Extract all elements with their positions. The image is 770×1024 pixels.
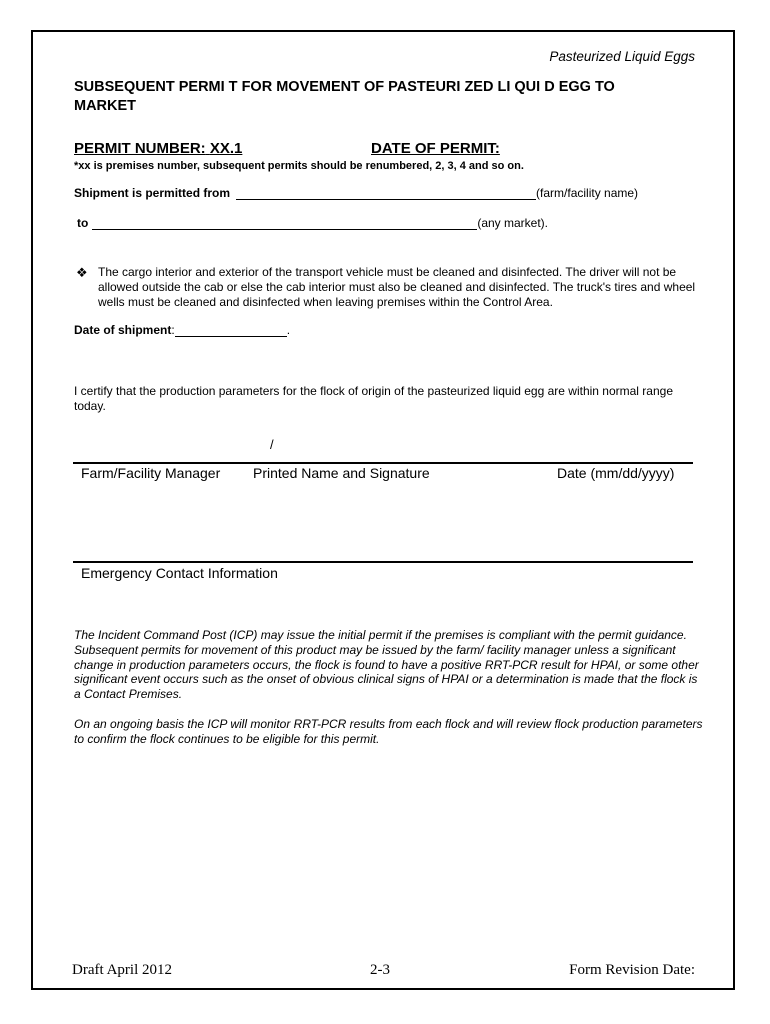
signature-slash: / <box>270 437 274 452</box>
date-of-permit-label: DATE OF PERMIT: <box>371 140 500 157</box>
shipment-to-label: to <box>77 216 89 230</box>
emergency-contact-label: Emergency Contact Information <box>81 565 278 581</box>
footer-revision-date: Form Revision Date: <box>569 962 695 978</box>
signature-role-label: Farm/Facility Manager <box>81 465 221 481</box>
footer-page-number: 2-3 <box>370 962 390 978</box>
shipment-from-label: Shipment is permitted from <box>74 186 231 200</box>
shipment-from-field[interactable] <box>236 187 536 200</box>
shipment-to-hint: (any market). <box>477 216 549 230</box>
diamond-bullet-icon: ❖ <box>76 265 88 280</box>
shipment-from-row <box>74 186 638 200</box>
date-of-shipment-row <box>74 323 290 337</box>
date-of-shipment-colon: : <box>171 323 175 337</box>
shipment-from-hint: (farm/facility name) <box>536 186 639 200</box>
date-of-shipment-label: Date of shipment <box>74 323 172 337</box>
signature-line[interactable] <box>73 462 693 464</box>
signature-date-label: Date (mm/dd/yyyy) <box>557 465 675 481</box>
date-of-shipment-field[interactable] <box>175 324 287 337</box>
date-of-shipment-end: . <box>286 323 291 337</box>
icp-note-paragraph-2: On an ongoing basis the ICP will monitor RRT-PCR results from each flock and will review flock production parameters to confirm the flock continues to be eligible for this permit. <box>74 717 703 746</box>
cleaning-requirement-text: The cargo interior and exterior of the transport vehicle must be cleaned and disinfected. The driver will not be allowed outside the cab or else the cab interior must also be cleaned and disinfected. The truck's tires and wheel wells must be cleaned and disinfected when leaving premises within the Control Area. <box>98 265 696 309</box>
permit-number-label: PERMIT NUMBER: <box>74 140 206 157</box>
shipment-to-row <box>77 216 548 230</box>
permit-number <box>74 140 242 157</box>
permit-number-value: XX.1 <box>209 140 243 157</box>
icp-note-paragraph-1: The Incident Command Post (ICP) may issue the initial permit if the premises is compliant with the permit guidance. Subsequent permits for movement of this product may be issued by the farm/ facility manager unless a significant change in production parameters occurs, the flock is found to have a positive RRT-PCR result for HPAI, or some other significant event occurs such as the onset of obvious clinical signs of HPAI or a determination is made that the flock is a Contact Premises. <box>74 628 699 702</box>
document-type-header: Pasteurized Liquid Eggs <box>549 49 695 64</box>
cleaning-requirement <box>76 265 696 310</box>
shipment-to-field[interactable] <box>92 217 477 230</box>
form-frame <box>31 30 735 990</box>
emergency-contact-line[interactable] <box>73 561 693 563</box>
footer-draft-date: Draft April 2012 <box>72 962 172 978</box>
form-title: SUBSEQUENT PERMI T FOR MOVEMENT OF PASTEURI ZED LI QUI D EGG TO MARKET <box>74 79 615 114</box>
certification-statement: I certify that the production parameters for the flock of origin of the pasteurized liquid egg are within normal range today. <box>74 384 673 413</box>
permit-number-note: *xx is premises number, subsequent permits should be renumbered, 2, 3, 4 and so on. <box>74 160 524 172</box>
signature-name-label: Printed Name and Signature <box>253 465 430 481</box>
